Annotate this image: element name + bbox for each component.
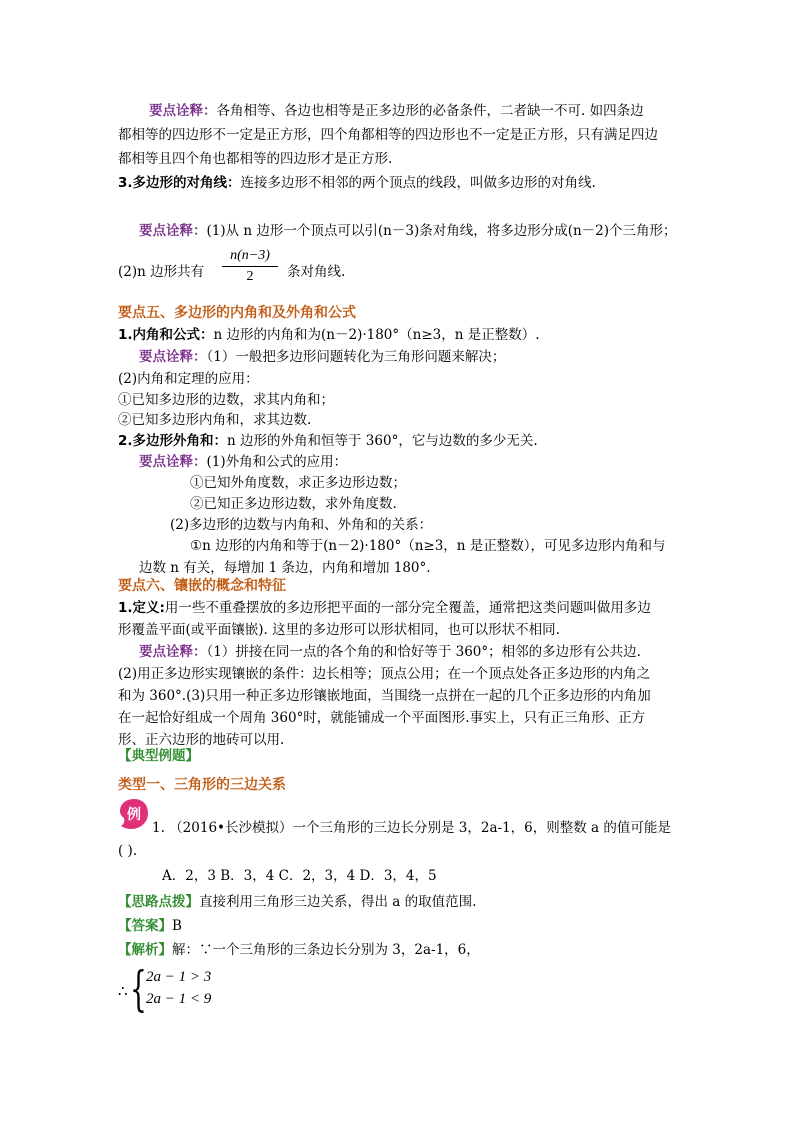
note-text-line: ①n 边形的内角和等于(n－2)·180°（n≥3，n 是正整数），可见多边形内角和与 [190,538,666,554]
badge-text: 例 [127,807,141,823]
answer-label: 【答案】 [118,918,172,934]
note-text-line: 形、正六边形的地砖可以用. [118,732,285,748]
note-text-line: 都相等且四个角也都相等的四边形才是正方形. [118,151,393,167]
section-label: 3.多边形的对角线： [118,175,241,191]
inequality-system [118,961,228,1017]
note-paragraph [139,221,677,241]
note-text: (1)外角和公式的应用： [206,454,348,470]
definition-text: 用一些不重叠摆放的多边形把平面的一部分完全覆盖，通常把这类问题叫做用多边 [164,600,651,616]
analysis-text: 解：∵一个三角形的三条边长分别为 3，2a-1，6， [172,942,480,958]
formula-label: 1.内角和公式： [118,327,214,343]
diagonal-definition [118,173,596,193]
section-heading: 要点六、镶嵌的概念和特征 [118,578,286,594]
diagonal-fraction [222,248,278,285]
answer [118,916,182,936]
inequality-2: 2a − 1 < 9 [146,991,212,1007]
note-label: 要点诠释： [139,349,207,365]
interior-angle-formula [118,325,540,345]
note-text-line: 边数 n 有关，每增加 1 条边，内角和增加 180°. [139,560,431,576]
typical-examples-heading: 【典型例题】 [118,748,199,764]
note-paragraph [139,347,505,367]
analysis [118,940,480,960]
note-text-line: ②已知多边形内角和，求其边数. [118,412,312,428]
note-text-line: ②已知正多边形边数，求外角度数. [190,496,397,512]
exterior-angle-formula [118,431,538,451]
therefore-symbol: ∴ [118,982,128,1000]
formula-label: 2.多边形外角和： [118,433,228,449]
inequality-1: 2a − 1 > 3 [146,969,212,985]
note-text-line: (2)内角和定理的应用： [118,371,259,387]
answer-text: B [172,918,182,934]
type-heading: 类型一、三角形的三边关系 [118,777,286,793]
note-paragraph [139,452,347,472]
analysis-label: 【解析】 [118,942,172,958]
definition-label: 1.定义: [118,600,165,616]
note-text-line: 和为 360°.(3)只用一种正多边形镶嵌地面，当围绕一点拼在一起的几个正多边形的内角加 [118,688,651,704]
note-text-line: 在一起恰好组成一个周角 360°时，就能铺成一个平面图形.事实上，只有正三角形、正方 [118,710,646,726]
note-text-line: (2)用正多边形实现镶嵌的条件：边长相等；顶点公用；在一个顶点处各正多边形的内角之 [118,666,651,682]
section-text: 连接多边形不相邻的两个顶点的线段，叫做多边形的对角线. [240,175,596,191]
definition-text-line: 形覆盖平面(或平面镶嵌). 这里的多边形可以形状相同，也可以形状不相同. [118,622,560,638]
fraction-denominator: 2 [246,269,254,284]
note-paragraph [149,101,644,121]
example-question-cont: ( ). [118,843,138,859]
note-label: 要点诠释： [139,223,207,239]
section-heading: 要点五、多边形的内角和及外角和公式 [118,305,356,321]
example-badge-icon [119,797,149,831]
diagonal-count-post: 条对角线. [287,264,346,280]
note-text-line: (2)多边形的边数与内角和、外角和的关系： [170,517,433,533]
formula-text: n 边形的内角和为(n－2)·180°（n≥3，n 是正整数）. [213,327,540,343]
note-label: 要点诠释： [139,644,207,660]
note-text: 各角相等、各边也相等是正多边形的必备条件，二者缺一不可. 如四条边 [216,103,644,119]
note-text-line: 都相等的四边形不一定是正方形，四个角都相等的四边形也不一定是正方形，只有满足四边 [118,127,658,143]
hint [118,892,476,912]
example-question: 1. （2016•长沙模拟）一个三角形的三边长分别是 3，2a-1，6，则整数 a 的值可能是 [152,820,671,836]
hint-label: 【思路点拨】 [118,894,199,910]
note-label: 要点诠释： [149,103,217,119]
note-text: (1)从 n 边形一个顶点可以引(n－3)条对角线，将多边形分成(n－2)个三角形； [206,223,677,239]
tessellation-definition [118,598,651,618]
note-text: （1）一般把多边形问题转化为三角形问题来解决； [206,349,506,365]
note-text-line: ①已知多边形的边数，求其内角和； [118,392,334,408]
example-options: A．2，3 B．3，4 C．2，3，4 D．3，4，5 [162,868,437,884]
note-text: （1）拼接在同一点的各个角的和恰好等于 360°；相邻的多边形有公共边. [206,644,641,660]
note-paragraph [139,642,641,662]
fraction-numerator: n(n−3) [222,248,278,267]
note-label: 要点诠释： [139,454,207,470]
diagonal-count-pre: (2)n 边形共有 [118,264,205,280]
note-text-line: ①已知外角度数，求正多边形边数； [190,475,406,491]
hint-text: 直接利用三角形三边关系，得出 a 的取值范围. [199,894,477,910]
formula-text: n 边形的外角和恒等于 360°，它与边数的多少无关. [227,433,538,449]
left-brace: { [130,961,147,1017]
